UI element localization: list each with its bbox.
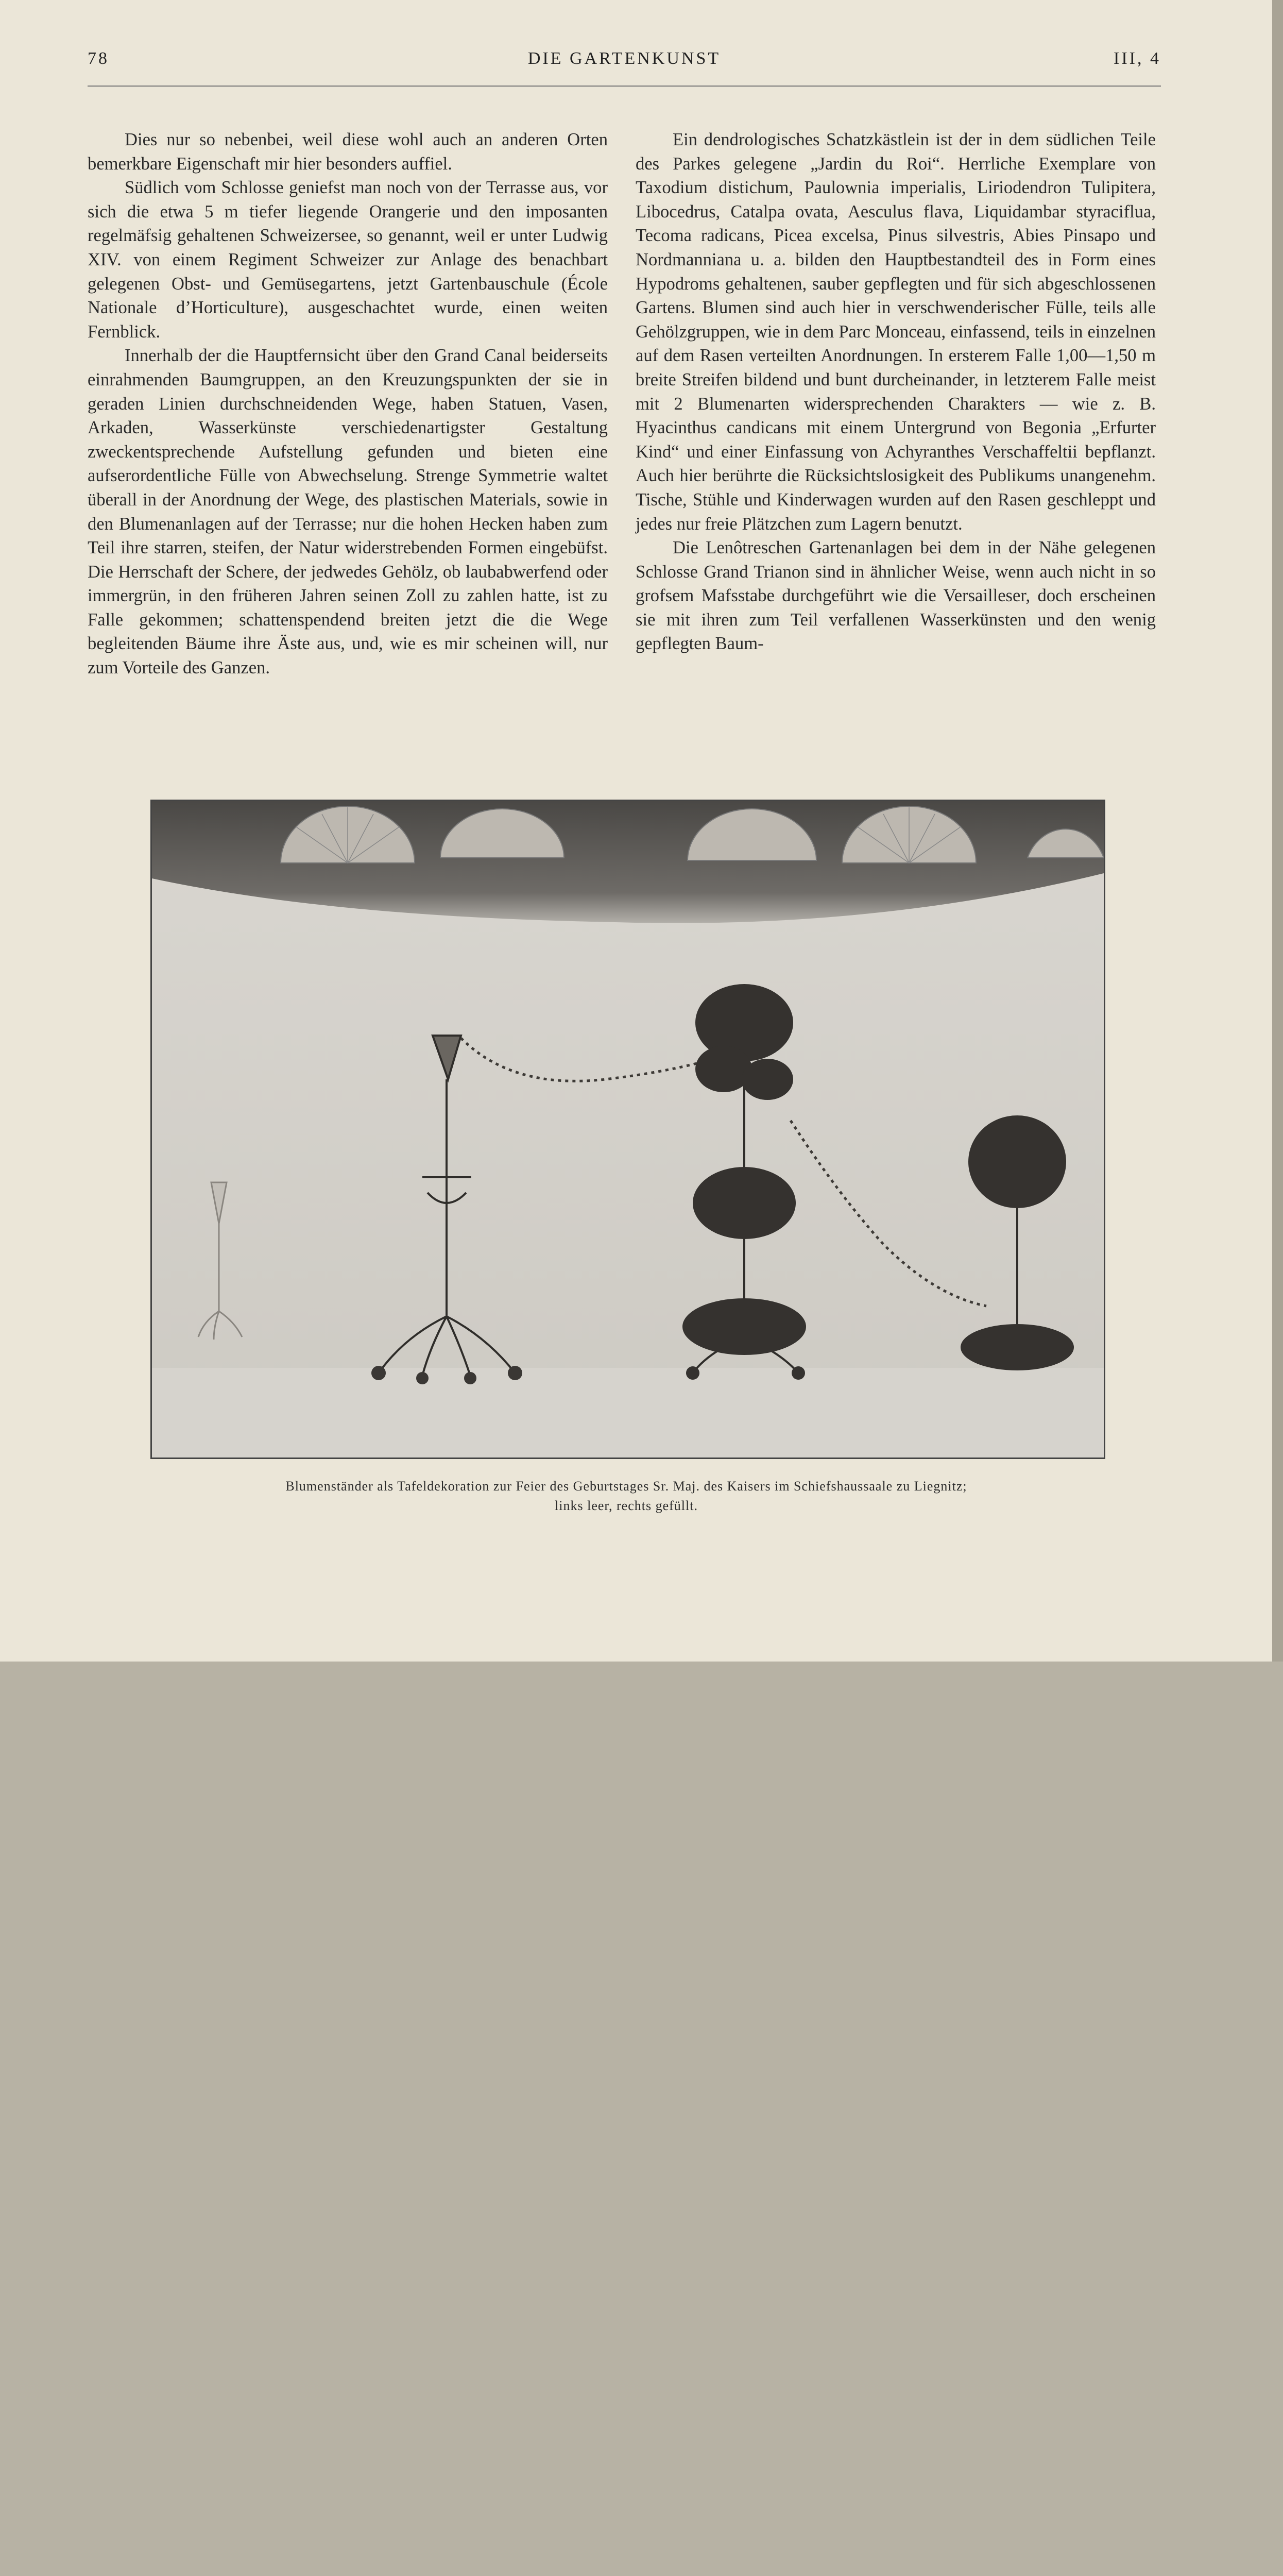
viewer-footer	[0, 1662, 1283, 1753]
header-rule	[88, 86, 1161, 87]
page-number: 78	[88, 49, 109, 68]
caption-line: links leer, rechts gefüllt.	[555, 1498, 698, 1513]
figure-caption	[150, 1477, 1102, 1516]
page-edge	[1272, 0, 1283, 1662]
paragraph: Südlich vom Schlosse geniefst man noch von der Terrasse aus, vor sich die etwa 5 m tiefer liegende Orangerie und den imposanten regelmäfsig gehaltenen Schweizersee, so genannt, weil er unter Ludwig XIV. von einem Regiment Schweizer zur Anlage des benachbart gelegenen Obst- und Gemüsegartens, jetzt Gartenbauschule (École Nationale d’Horticulture), ausgeschachtet wurde, einen weiten Fernblick.	[88, 178, 608, 342]
journal-title: DIE GARTENKUNST	[527, 49, 721, 68]
issue-number: III, 4	[1114, 49, 1161, 68]
paragraph: Die Lenôtreschen Gartenanlagen bei dem in der Nähe gelegenen Schlosse Grand Trianon sind in ähnlicher Weise, wenn auch nicht in so grofsem Mafsstabe durchgeführt wie die Versailleser, doch erscheinen sie mit ihren zum Teil verfallenen Wasserkünsten und den wenig gepflegten Baum-	[636, 538, 1156, 654]
right-column	[636, 128, 1156, 656]
paragraph: Innerhalb der die Hauptfernsicht über den Grand Canal beiderseits einrahmenden Baumgruppen, an den Kreuzungspunkten der sie in geraden Linien durchschneidenden Wege, haben Statuen, Vasen, Arkaden, Wasserkünste verschiedenartigster Gestaltung zweckentsprechende Aufstellung gefunden und bieten eine aufserordentliche Fülle von Abwechselung. Strenge Symmetrie waltet überall in der Anordnung der Wege, des plastischen Materials, sowie in den Blumenanlagen auf der Terrasse; nur die hohen Hecken haben zum Teil ihre starren, steifen, der Natur widerstrebenden Formen eingebüfst. Die Herrschaft der Schere, der jedwedes Gehölz, ob laubabwerfend oder immergrün, in den früheren Jahren seinen Zoll zu zahlen hatte, ist zu Falle gekommen; schattenspendend breiten jetzt die die Wege begleitenden Bäume ihre Äste aus, und, wie es mir scheinen will, nur zum Vorteile des Ganzen.	[88, 346, 608, 678]
caption-line: Blumenständer als Tafeldekoration zur Feier des Geburtstages Sr. Maj. des Kaisers im Schiefshaussaale zu Liegnitz;	[285, 1479, 967, 1494]
running-header	[88, 49, 1161, 75]
paragraph: Dies nur so nebenbei, weil diese wohl auch an anderen Orten bemerkbare Eigenschaft mir hier besonders auffiel.	[88, 130, 608, 174]
photograph-flower-stands	[150, 800, 1105, 1459]
paragraph: Ein dendrologisches Schatzkästlein ist der in dem südlichen Teile des Parkes gelegene „Jardin du Roi“. Herrliche Exemplare von Taxodium distichum, Paulownia imperialis, Liriodendron Tulipitera, Libocedrus, Catalpa ovata, Aesculus flava, Liquidambar styraciflua, Tecoma radicans, Picea excelsa, Pinus silvestris, Abies Pinsapo und Nordmanniana u. a. bilden den Hauptbestandteil des in Form eines Hypodroms gehaltenen, sauber gepflegten und für sich abgeschlossenen Gartens. Blumen sind auch hier in verschwenderischer Fülle, teils alle Gehölzgruppen, wie in dem Parc Monceau, einfassend, teils in einzelnen auf dem Rasen verteilten Anordnungen. In ersterem Falle 1,00—1,50 m breite Streifen bildend und bunt durcheinander, in letzterem Falle meist mit 2 Blumenarten widersprechenden Charakters — wie z. B. Hyacinthus candicans mit einem Untergrund von Begonia „Erfurter Kind“ und einer Einfassung von Achyranthes Verschaffeltii bepflanzt. Auch hier berührte die Rücksichtslosigkeit des Publikums unangenehm. Tische, Stühle und Kinderwagen wurden auf den Rasen geschleppt und jedes nur freie Plätzchen zum Lagern benutzt.	[636, 130, 1156, 534]
left-column	[88, 128, 608, 680]
